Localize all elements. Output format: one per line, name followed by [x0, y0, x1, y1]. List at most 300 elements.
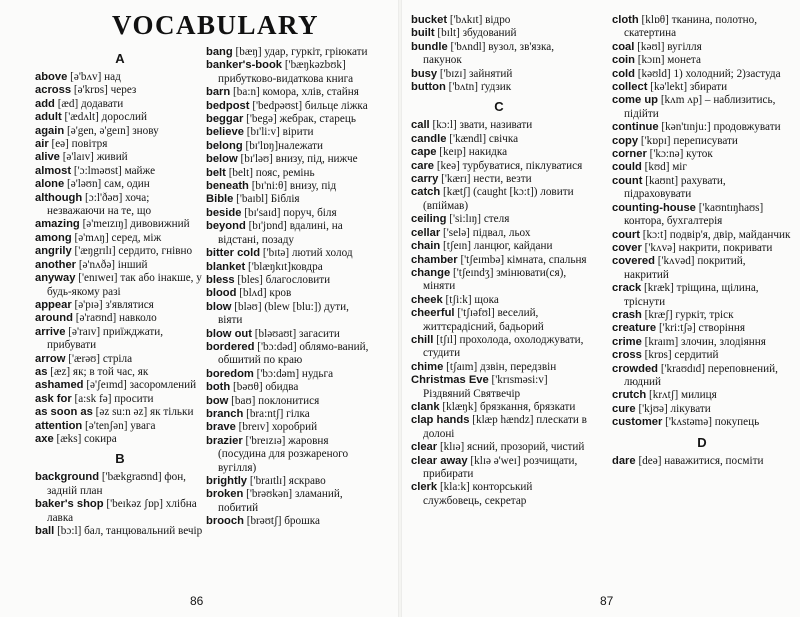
headword: beneath [206, 180, 249, 193]
definition: [bləʊaʊt] загасити [251, 327, 340, 340]
headword: blanket [206, 260, 246, 273]
vocab-entry [612, 148, 792, 161]
vocab-entry [35, 218, 205, 231]
vocab-entry [35, 245, 205, 258]
headword: as soon as [35, 406, 93, 419]
headword: amazing [35, 218, 80, 231]
vocab-entry [206, 341, 376, 368]
headword: beyond [206, 220, 246, 233]
headword: cure [612, 402, 636, 415]
headword: count [612, 174, 643, 187]
headword: bow [206, 394, 229, 407]
definition: [klɒθ] тканина, полотно, скатертина [624, 14, 758, 40]
definition: [keɪp] накидка [436, 146, 508, 159]
headword: although [35, 191, 83, 204]
definition: [kla:k] конторський службовець, секретар [423, 481, 533, 507]
vocab-entry [35, 71, 205, 84]
headword: bucket [411, 14, 448, 26]
headword: bang [206, 46, 233, 58]
definition: [ə'gen, ə'geɪn] знову [64, 124, 159, 137]
definition: ['krɪsməsi:v] Різдвяний Святвечір [423, 374, 548, 400]
headword: cloth [612, 14, 639, 26]
vocab-entry [612, 41, 792, 54]
vocab-entry [411, 173, 587, 186]
vocab-entry [35, 353, 205, 366]
vocab-entry [411, 160, 587, 173]
headword: clap hands [411, 414, 470, 427]
definition: [klɪə ə'weɪ] розчищати, прибирати [423, 454, 578, 480]
headword: candle [411, 132, 447, 145]
headword: change [411, 266, 451, 279]
headword: covered [612, 255, 655, 268]
headword: clerk [411, 481, 438, 494]
definition: ['kjʊə] лікувати [635, 402, 711, 415]
headword: belt [206, 166, 226, 179]
vocab-entry [411, 455, 587, 482]
headword: bordered [206, 340, 255, 353]
page-title: VOCABULARY [112, 10, 320, 40]
headword: chamber [411, 253, 458, 266]
definition: [bra:ntʃ] гілка [243, 407, 310, 420]
headword: busy [411, 67, 438, 80]
definition: ['beɪkəz ʃɒp] хлібна лавка [47, 498, 197, 524]
vocab-entry [35, 192, 205, 219]
definition: [bɪ'ləʊ] внизу, під, нижче [237, 153, 358, 166]
definition: ['bækgraʊnd] фон, задній план [47, 471, 186, 497]
definition: [baʊ] поклонитися [228, 394, 320, 407]
headword: appear [35, 298, 72, 311]
section-letter: A [115, 51, 125, 66]
headword: alone [35, 178, 65, 191]
vocab-entry [411, 27, 587, 40]
vocab-entry [612, 336, 792, 349]
vocab-entry [35, 433, 205, 446]
headword: anyway [35, 272, 76, 285]
definition: ['kʌvəd] покритий, накритий [624, 255, 746, 281]
headword: arrow [35, 352, 66, 365]
headword: cellar [411, 226, 441, 239]
vocab-entry [411, 41, 587, 68]
definition: ['bɪzɪ] зайнятий [437, 67, 513, 80]
vocab-entry [612, 229, 792, 242]
section-letter: D [697, 434, 707, 450]
headword: adult [35, 111, 62, 124]
headword: clear away [411, 454, 468, 467]
vocab-entry [206, 180, 376, 193]
definition: [blʌd] кров [236, 287, 292, 300]
headword: alive [35, 151, 60, 164]
definition: [ə'bʌv] над [67, 71, 121, 83]
definition: ['ærəʊ] стріла [65, 352, 133, 365]
definition: [tʃi:k] щока [442, 293, 499, 306]
vocab-entry [35, 406, 205, 419]
vocab-entry [35, 125, 205, 138]
headword: corner [612, 148, 647, 161]
definition: [tʃɪl] прохолода, охолоджувати, студити [423, 333, 584, 360]
definition: [kʊd] міг [641, 161, 687, 174]
definition: [bɪ'lɒŋ]належати [242, 139, 324, 152]
headword: boredom [206, 367, 254, 380]
headword: creature [612, 322, 657, 335]
vocab-entry [35, 84, 205, 97]
vocab-entry [206, 100, 376, 113]
definition: [brəʊtʃ] брошка [243, 515, 320, 528]
headword: brazier [206, 434, 243, 447]
definition: [ɔ:l'ðəʊ] хоча; незважаючи на те, що [47, 191, 152, 218]
vocab-entry [35, 138, 205, 151]
vocab-entry [411, 481, 587, 508]
headword: below [206, 153, 238, 166]
vocab-entry [411, 68, 587, 81]
headword: crack [612, 282, 642, 295]
headword: blood [206, 287, 237, 300]
vocab-entry [206, 421, 376, 434]
right-page [400, 0, 800, 617]
headword: catch [411, 186, 441, 199]
vocab-entry [206, 59, 376, 86]
definition: [kən'tɪnju:] продовжувати [658, 121, 781, 134]
headword: banker's-book [206, 59, 283, 72]
vocab-entry [411, 307, 587, 334]
vocab-entry [411, 81, 587, 94]
headword: care [411, 159, 435, 172]
definition: ['bedpəʊst] бильце ліжка [249, 99, 368, 112]
definition: ['ɔ:lməʊst] майже [71, 164, 156, 177]
headword: coin [612, 54, 635, 67]
vocab-entry [35, 111, 205, 124]
headword: court [612, 228, 640, 241]
vocab-entry [411, 14, 587, 27]
headword: cape [411, 146, 437, 159]
definition: [kɔ:l] звати, називати [429, 119, 533, 132]
definition: [klæŋk] брязкання, брязкати [439, 400, 576, 413]
vocab-entry [206, 381, 376, 394]
vocab-entry [411, 254, 587, 267]
vocab-entry [612, 282, 792, 309]
headword: bless [206, 273, 235, 286]
vocab-entry [206, 368, 376, 381]
definition: ['brəʊkən] зламаний, побитий [218, 488, 343, 514]
column-2 [206, 46, 376, 529]
definition: ['bʌkɪt] відро [447, 14, 511, 26]
definition: [kraɪm] злочин, злодіяння [641, 335, 766, 348]
vocab-entry [206, 153, 376, 166]
vocab-entry [411, 267, 587, 294]
vocab-entry [612, 161, 792, 174]
definition: ['kændl] свічка [446, 132, 519, 145]
definition: [ə'mʌŋ] серед, між [71, 231, 162, 244]
vocab-entry [206, 167, 376, 180]
headword: customer [612, 416, 663, 429]
column-3 [411, 14, 587, 508]
headword: collect [612, 81, 648, 94]
page-number: 87 [600, 594, 614, 608]
definition: [bles] благословити [234, 273, 331, 286]
vocab-entry [411, 294, 587, 307]
vocab-entry [35, 299, 205, 312]
vocab-entry [35, 272, 205, 299]
vocab-entry [206, 126, 376, 139]
definition: ['tʃeɪmbə] кімната, спальня [457, 253, 587, 266]
vocab-entry [612, 242, 792, 255]
vocab-entry [35, 151, 205, 164]
definition: [ə'tenʃən] увага [82, 419, 156, 432]
headword: crowded [612, 362, 659, 375]
vocab-entry [35, 498, 205, 525]
vocab-entry [411, 240, 587, 253]
vocab-entry [35, 393, 205, 406]
vocab-entry [206, 140, 376, 153]
vocab-entry [411, 441, 587, 454]
definition: ['kærɪ] нести, везти [438, 173, 532, 186]
definition: [ə'ləʊn] сам, один [64, 178, 150, 191]
vocab-entry [206, 220, 376, 247]
vocab-entry [206, 515, 376, 528]
definition: [æz] як; в той час, як [47, 365, 149, 378]
definition: ['bɪtə] лютий холод [260, 247, 353, 260]
definition: ['bʌtn] ґудзик [445, 81, 512, 94]
definition: [kəʊld] 1) холодний; 2)застуда [635, 67, 781, 80]
vocab-entry [612, 455, 792, 468]
definition: ['breɪzɪə] жаровня (посудина для розжареного вугілля) [218, 434, 349, 474]
vocab-entry [35, 420, 205, 433]
vocab-entry [35, 232, 205, 245]
headword: brightly [206, 475, 248, 487]
column-1 [35, 46, 205, 538]
definition: [ə'nʌðə] інший [76, 258, 148, 271]
vocab-entry [411, 374, 587, 401]
headword: cheek [411, 293, 443, 306]
definition: ['æŋgrɪlɪ] сердито, гнівно [71, 245, 193, 258]
vocab-entry [206, 207, 376, 220]
definition: ['selə] підвал, льох [440, 226, 531, 239]
definition: [belt] пояс, ремінь [225, 166, 315, 179]
headword: cover [612, 241, 642, 254]
definition: ['si:lɪŋ] стеля [446, 213, 510, 226]
headword: another [35, 258, 77, 271]
headword: crime [612, 335, 642, 348]
definition: [bɪ'jɒnd] вдалині, на відстані, позаду [218, 220, 343, 246]
definition: [bɔ:l] бал, танцювальний вечір [54, 525, 203, 537]
definition: [ə'raɪv] приїжджати, прибувати [47, 325, 164, 352]
headword: chill [411, 333, 434, 346]
definition: ['braɪtlɪ] яскраво [247, 475, 326, 487]
definition: [bəʊθ] обидва [230, 381, 299, 394]
headword: come up [612, 94, 659, 107]
vocab-entry [612, 202, 792, 229]
headword: around [35, 312, 73, 325]
definition: [klɪə] ясний, прозорий, чистий [437, 441, 585, 454]
headword: bitter cold [206, 247, 261, 260]
definition: [bləʊ] (blew [blu:]) дути, віяти [218, 300, 349, 327]
definition: [ə'laɪv] живий [59, 151, 128, 164]
headword: Christmas Eve [411, 374, 489, 387]
definition: ['kʌvə] накрити, покривати [641, 241, 773, 254]
vocab-entry [612, 255, 792, 282]
headword: branch [206, 407, 244, 420]
definition: [bɪ'li:v] вірити [243, 126, 314, 139]
definition: [krɒs] сердитий [641, 349, 719, 362]
vocab-entry [35, 312, 205, 325]
headword: blow [206, 300, 232, 313]
definition: [ə'meɪzɪŋ] дивовижний [79, 218, 190, 231]
headword: chime [411, 360, 444, 373]
definition: [ə'raʊnd] навколо [72, 312, 157, 325]
vocab-entry [612, 403, 792, 416]
headword: attention [35, 419, 83, 432]
headword: bedpost [206, 99, 250, 112]
headword: dare [612, 454, 636, 467]
headword: add [35, 97, 55, 110]
headword: above [35, 71, 68, 83]
headword: baker's shop [35, 498, 104, 511]
vocab-entry [612, 81, 792, 94]
vocab-entry [206, 46, 376, 59]
vocab-entry [206, 193, 376, 206]
definition: ['ædʌlt] дорослий [61, 111, 147, 124]
headword: cold [612, 67, 635, 80]
definition: [æd] додавати [54, 97, 124, 110]
definition: [ə'pɪə] з'являтися [71, 298, 154, 311]
vocab-entry [411, 133, 587, 146]
headword: blow out [206, 327, 252, 340]
vocab-entry [612, 175, 792, 202]
vocab-entry [411, 227, 587, 240]
definition: [krʌtʃ] милиця [646, 389, 717, 402]
vocab-entry [411, 186, 587, 213]
headword: button [411, 81, 446, 94]
vocab-entry [612, 135, 792, 148]
definition: [deə] наважитися, посміти [635, 454, 764, 467]
definition: [bɪ'ni:θ] внизу, під [248, 180, 337, 193]
headword: broken [206, 488, 244, 501]
vocab-entry [612, 14, 792, 41]
definition: ['bæŋkəzbʊk] прибутково-видаткова книга [218, 59, 354, 85]
headword: ask for [35, 392, 72, 405]
definition: ['kaʊntɪŋhaʊs] контора, бухгалтерія [624, 201, 764, 228]
vocab-entry [206, 395, 376, 408]
vocab-entry [612, 349, 792, 362]
headword: ceiling [411, 213, 447, 226]
vocab-entry [612, 309, 792, 322]
headword: believe [206, 126, 244, 139]
definition: ['baɪbl] Біблія [233, 193, 300, 206]
vocab-entry [206, 274, 376, 287]
definition: [kɔɪn] монета [635, 54, 701, 67]
vocab-entry [612, 322, 792, 335]
vocab-entry [206, 435, 376, 475]
vocab-entry [35, 178, 205, 191]
headword: could [612, 161, 642, 174]
headword: as [35, 365, 48, 378]
headword: both [206, 381, 231, 394]
definition: [kætʃ] (caught [kɔ:t]) ловити (впіймав) [423, 186, 574, 212]
vocab-entry [206, 488, 376, 515]
definition: [bɪlt] збудований [434, 27, 517, 40]
vocab-entry [206, 86, 376, 99]
vocab-entry [411, 414, 587, 441]
definition: ['kri:tʃə] створіння [656, 322, 746, 335]
vocab-entry [206, 247, 376, 260]
vocab-entry [411, 361, 587, 374]
vocab-entry [612, 389, 792, 402]
definition: [ba:n] комора, хлів, стайня [230, 86, 359, 99]
headword: cheerful [411, 307, 455, 320]
definition: ['bʌndl] вузол, зв'язка, пакунок [423, 40, 554, 67]
headword: chain [411, 240, 441, 253]
vocab-entry [206, 328, 376, 341]
vocab-entry [35, 471, 205, 498]
definition: [klæp hændz] плескати в долоні [423, 414, 587, 440]
definition: ['begə] жебрак, старець [243, 113, 356, 126]
headword: bundle [411, 40, 448, 53]
vocab-entry [35, 326, 205, 353]
headword: among [35, 231, 72, 244]
vocab-entry [612, 54, 792, 67]
definition: ['kɒpɪ] переписувати [638, 134, 738, 147]
vocab-entry [411, 119, 587, 132]
vocab-entry [206, 261, 376, 274]
vocab-entry [411, 213, 587, 226]
headword: ashamed [35, 379, 84, 392]
vocab-entry [35, 98, 205, 111]
definition: [ə'ʃeɪmd] засоромлений [83, 379, 197, 392]
vocab-entry [612, 363, 792, 390]
definition: [bæŋ] удар, гуркіт, гріюкати [232, 46, 368, 58]
definition: ['bɔ:dəm] нудьга [253, 367, 334, 380]
section-letter: C [494, 99, 504, 115]
definition: [kʌm ʌp] – наблизитись, підійти [624, 94, 776, 120]
definition: ['kʌstəmə] покупець [662, 416, 760, 429]
headword: ball [35, 525, 55, 537]
headword: background [35, 471, 100, 484]
definition: ['tʃɪəfʊl] веселий, життєрадісний, бадьорий [423, 307, 544, 333]
vocab-entry [35, 259, 205, 272]
headword: clank [411, 400, 440, 413]
vocab-entry [206, 113, 376, 126]
vocab-entry [35, 379, 205, 392]
vocab-entry [411, 146, 587, 159]
definition: [ə'krɒs] через [71, 84, 137, 97]
vocab-entry [206, 475, 376, 488]
vocab-entry [35, 165, 205, 178]
headword: Bible [206, 193, 234, 206]
section-letter: B [115, 451, 125, 467]
vocab-entry [35, 366, 205, 379]
definition: ['kɔ:nə] куток [646, 148, 713, 161]
definition: [æks] сокира [53, 432, 117, 445]
definition: [kræk] тріщина, щілина, тріснути [624, 282, 759, 308]
definition: [kræʃ] гуркіт, тріск [641, 308, 734, 321]
vocab-entry [206, 287, 376, 300]
vocab-entry [612, 121, 792, 134]
definition: [kɔ:t] подвір'я, двір, майданчик [639, 228, 791, 241]
definition: [keə] турбуватися, піклуватися [434, 159, 583, 172]
headword: belong [206, 139, 243, 152]
headword: crash [612, 308, 642, 321]
definition: [kə'lekt] збирати [647, 81, 728, 94]
headword: again [35, 124, 65, 137]
definition: [kəʊl] вугілля [634, 40, 702, 53]
definition: [kaʊnt] рахувати, підраховувати [624, 174, 726, 201]
headword: brave [206, 421, 236, 434]
vocab-entry [411, 334, 587, 361]
headword: built [411, 27, 435, 40]
headword: cross [612, 349, 642, 362]
vocab-entry [206, 301, 376, 328]
headword: clear [411, 441, 438, 454]
vocab-entry [411, 401, 587, 414]
